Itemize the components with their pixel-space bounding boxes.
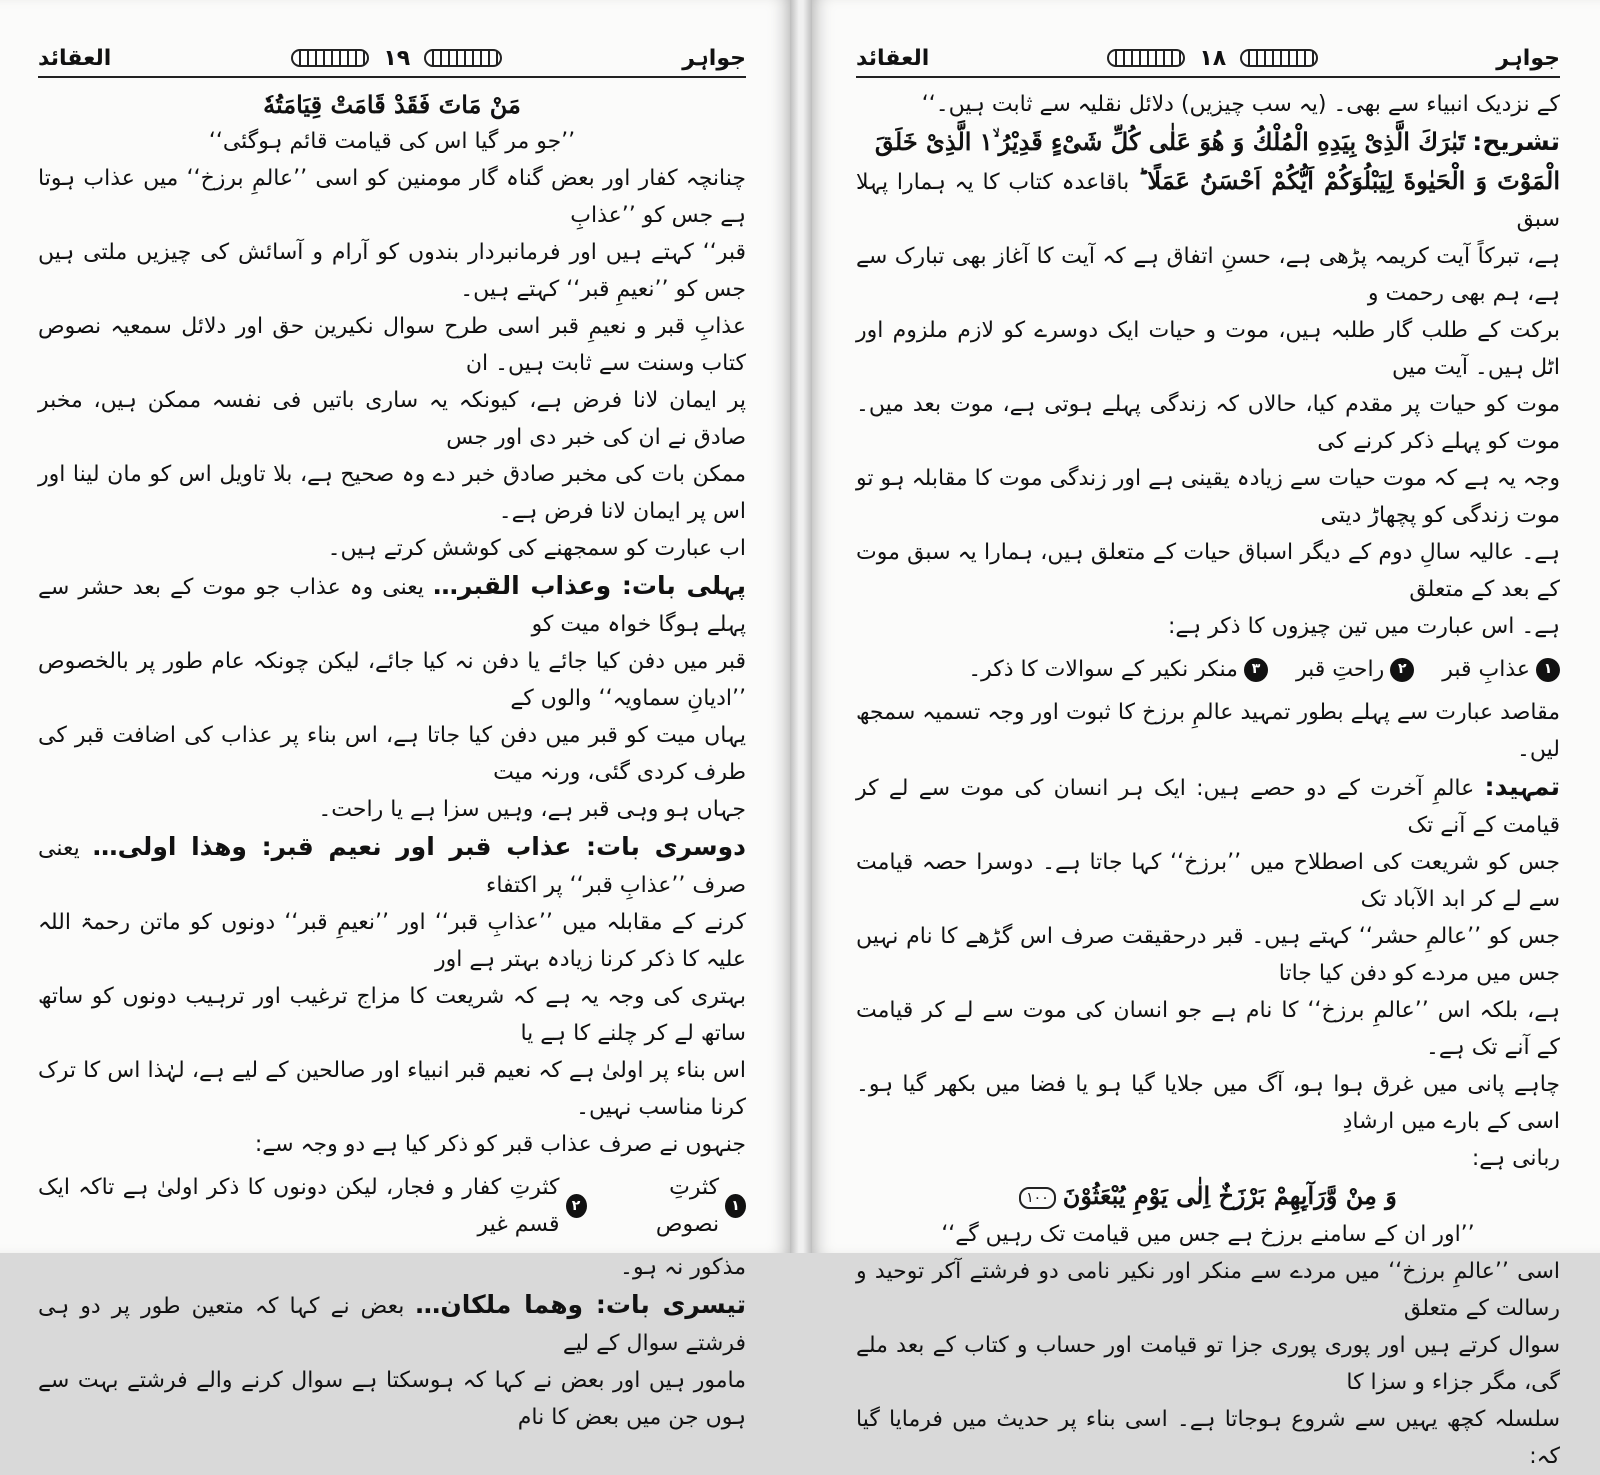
page-number: ١٨ bbox=[1199, 45, 1227, 71]
text-line bbox=[856, 162, 1560, 238]
section-term: پہلی بات: وعذاب القبر… bbox=[432, 571, 747, 600]
text-line: ممکن بات کی مخبر صادق خبر دے وہ صحیح ہے، بلا تاویل اس کو مان لینا اور اس پر ایمان لانا فرض ہے۔ bbox=[38, 462, 746, 524]
number-badge: ١ bbox=[1536, 658, 1560, 682]
quran-verse: وَ مِنْ وَّرَآىِٕهِمْ بَرْزَخٌ اِلٰی یَوْمِ یُبْعَثُوْنَ bbox=[1062, 1181, 1397, 1210]
book-title: جواہر bbox=[682, 45, 746, 71]
ornament-icon bbox=[1240, 49, 1318, 67]
text-line: ہے۔ عالیہ سالِ دوم کے دیگر اسباق حیات کے متعلق ہیں، ہمارا یہ سبق موت کے بعد کے متعلق bbox=[856, 540, 1560, 602]
text-line: اس بناء پر اولیٰ ہے کہ نعیم قبر انبیاء اور صالحین کے لیے ہے، لہٰذا اس کا ترک کرنا مناسب نہیں۔ bbox=[38, 1058, 746, 1120]
quran-verse-line bbox=[856, 1177, 1560, 1216]
centered-line: ’’جو مر گیا اس کی قیامت قائم ہوگئی‘‘ bbox=[208, 129, 576, 154]
section-title: العقائد bbox=[856, 45, 930, 71]
text-line: یہاں میت کو قبر میں دفن کیا جاتا ہے، اس بناء پر عذاب کی اضافت قبر کی طرف کردی گئی، ورنہ میت bbox=[38, 723, 746, 785]
text-line: قبر‘‘ کہتے ہیں اور فرمانبردار بندوں کو آرام و آسائش کی چیزیں ملتی ہیں جس کو ’’نعیمِ قبر‘‘ کہتے ہیں۔ bbox=[38, 240, 746, 302]
text-line: جہاں ہو وہی قبر ہے، وہیں سزا ہے یا راحت۔ bbox=[318, 797, 746, 822]
text-line: ہے، تبرکاً آیت کریمہ پڑھی ہے، حسنِ اتفاق ہے کہ آیت کا آغاز بھی تبارک سے ہے، ہم بھی رحمت و bbox=[856, 244, 1560, 306]
text-line: کرنے کے مقابلہ میں ’’عذابِ قبر‘‘ اور ’’نعیمِ قبر‘‘ دونوں کو ماتن رحمۃ اللہ علیہ کا ذکر کرنا زیادہ بہتر ہے اور bbox=[38, 910, 746, 972]
quote-heading: مَنْ مَاتَ فَقَدْ قَامَتْ قِيَامَتُهٗ bbox=[263, 90, 521, 119]
header-ornament bbox=[1107, 46, 1318, 71]
text-line: اسی ’’عالمِ برزخ‘‘ میں مردے سے منکر اور نکیر نامی دو فرشتے آکر توحید و رسالت کے متعلق bbox=[856, 1259, 1560, 1321]
text-line: چنانچہ کفار اور بعض گناہ گار مومنین کو اسی ’’عالمِ برزخ‘‘ میں عذاب ہوتا ہے جس کو ’’عذابِ bbox=[38, 166, 746, 228]
quran-verse: تَبٰرَكَ الَّذِیْ بِیَدِهِ الْمُلْكُ وَ هُوَ عَلٰی كُلِّ شَیْءٍ قَدِیْرُ ۙ۱ الَّذِیْ خَلَقَ bbox=[874, 127, 1466, 156]
text-line: پر ایمان لانا فرض ہے، کیونکہ یہ ساری باتیں فی نفسہ ممکن ہیں، مخبر صادق نے ان کی خبر دی اور جس bbox=[38, 388, 746, 450]
left-running-head bbox=[38, 40, 746, 78]
text-line: چاہے پانی میں غرق ہوا ہو، آگ میں جلایا گیا ہو یا فضا میں بکھر گیا ہو۔ اسی کے بارے میں ارشادِ bbox=[856, 1072, 1560, 1134]
text-line: عذابِ قبر و نعیمِ قبر اسی طرح سوال نکیرین حق اور دلائل سمعیہ نصوص کتاب وسنت سے ثابت ہیں۔ ان bbox=[38, 314, 746, 376]
enumeration-item bbox=[38, 1169, 587, 1243]
number-badge: ٣ bbox=[1244, 658, 1268, 682]
centered-line: ’’اور ان کے سامنے برزخ ہے جس میں قیامت تک رہیں گے‘‘ bbox=[941, 1222, 1475, 1247]
term-text: یعنی صرف ’’عذابِ قبر‘‘ پر اکتفاء bbox=[38, 836, 746, 898]
book-title: جواہر bbox=[1496, 45, 1560, 71]
ornament-icon bbox=[424, 49, 502, 67]
verse-commentary: باقاعدہ کتاب کا یہ ہمارا پہلا سبق bbox=[856, 170, 1560, 232]
right-body-text bbox=[856, 86, 1560, 1475]
text-line: مامور ہیں اور بعض نے کہا کہ ہوسکتا ہے سوال کرنے والے فرشتے بہت سے ہوں جن میں بعض کا نام bbox=[38, 1368, 746, 1430]
text-line: ہے۔ اس عبارت میں تین چیزوں کا ذکر ہے: bbox=[1167, 614, 1560, 639]
left-page bbox=[0, 0, 790, 1430]
ornament-icon bbox=[1107, 49, 1185, 67]
enumeration-text: کثرتِ نصوص bbox=[655, 1175, 720, 1237]
text-line: سوال کرتے ہیں اور پوری پوری جزا تو قیامت اور حساب و کتاب کے بعد ملے گی، مگر جزاء و سزا کا bbox=[856, 1333, 1560, 1395]
number-badge: ٢ bbox=[566, 1194, 587, 1218]
enumeration-text: عذابِ قبر bbox=[1442, 657, 1530, 682]
section-title: العقائد bbox=[38, 45, 112, 71]
text-line bbox=[38, 567, 746, 643]
header-ornament bbox=[291, 46, 502, 71]
term-text: یعنی وہ عذاب جو موت کے بعد حشر سے پہلے ہوگا خواہ میت کو bbox=[38, 575, 746, 637]
enumeration-item bbox=[615, 1169, 747, 1243]
text-line: مقاصد عبارت سے پہلے بطور تمہید عالمِ برزخ کا ثبوت اور وجہ تسمیہ سمجھ لیں۔ bbox=[856, 700, 1560, 762]
ornament-icon bbox=[291, 49, 369, 67]
text-line: اب عبارت کو سمجھنے کی کوشش کرتے ہیں۔ bbox=[327, 536, 746, 561]
text-line bbox=[856, 768, 1560, 844]
text-line bbox=[38, 1286, 746, 1362]
term-text: عالمِ آخرت کے دو حصے ہیں: ایک ہر انسان کی موت سے لے کر قیامت کے آنے تک bbox=[856, 776, 1560, 838]
term-text: بعض نے کہا کہ متعین طور پر دو ہی فرشتے سوال کے لیے bbox=[38, 1294, 746, 1356]
page-number: ١٩ bbox=[383, 45, 411, 71]
enumeration bbox=[38, 1169, 746, 1243]
section-term: تمہید: bbox=[1484, 772, 1560, 801]
number-badge: ٢ bbox=[1390, 658, 1414, 682]
text-line: سلسلہ کچھ یہیں سے شروع ہوجاتا ہے۔ اسی بناء پر حدیث میں فرمایا گیا کہ: bbox=[856, 1407, 1560, 1469]
left-body-text bbox=[38, 86, 746, 1436]
text-line: ربانی ہے: bbox=[1471, 1146, 1560, 1171]
right-running-head bbox=[856, 40, 1560, 78]
text-line: جس کو شریعت کی اصطلاح میں ’’برزخ‘‘ کہا جاتا ہے۔ دوسرا حصہ قیامت سے لے کر ابد الآباد تک bbox=[856, 850, 1560, 912]
text-line: بہتری کی وجہ یہ ہے کہ شریعت کا مزاج ترغیب اور ترہیب دونوں کو ساتھ ساتھ لے کر چلنے کا ہے یا bbox=[38, 984, 746, 1046]
enumeration-item bbox=[1296, 651, 1414, 688]
enumeration-text: منکر نکیر کے سوالات کا ذکر۔ bbox=[968, 657, 1238, 682]
text-line: جس کو ’’عالمِ حشر‘‘ کہتے ہیں۔ قبر درحقیقت صرف اس گڑھے کا نام نہیں جس میں مردے کو دفن کیا جاتا bbox=[856, 924, 1560, 986]
ayah-number-icon: ١٠٠ bbox=[1019, 1187, 1056, 1209]
text-line: جنہوں نے صرف عذاب قبر کو ذکر کیا ہے دو وجہ سے: bbox=[254, 1132, 746, 1157]
enumeration-text: کثرتِ کفار و فجار، لیکن دونوں کا ذکر اولیٰ ہے تاکہ ایک قسم غیر bbox=[38, 1175, 560, 1237]
number-badge: ١ bbox=[725, 1194, 746, 1218]
text-line: برکت کے طلب گار طلبہ ہیں، موت و حیات ایک دوسرے کو لازم ملزوم اور اٹل ہیں۔ آیت میں bbox=[856, 318, 1560, 380]
enumeration-text: راحتِ قبر bbox=[1295, 657, 1385, 682]
text-line: کے نزدیک انبیاء سے بھی۔ (یہ سب چیزیں) دلائل نقلیہ سے ثابت ہیں۔‘‘ bbox=[921, 92, 1560, 117]
enumeration-item bbox=[1442, 651, 1560, 688]
section-term: دوسری بات: عذاب قبر اور نعیم قبر: وھذا اولی… bbox=[92, 832, 746, 861]
book-gutter bbox=[790, 0, 812, 1253]
enumeration bbox=[856, 651, 1560, 688]
text-line: موت کو حیات پر مقدم کیا، حالاں کہ زندگی پہلے ہوتی ہے، موت بعد میں۔ موت کو پہلے ذکر کرنے کی bbox=[856, 392, 1560, 454]
text-line bbox=[38, 828, 746, 904]
text-line: مذکور نہ ہو۔ bbox=[620, 1255, 746, 1280]
right-page bbox=[812, 0, 1600, 1469]
section-term: تشریح: bbox=[1472, 127, 1560, 156]
text-line: قبر میں دفن کیا جائے یا دفن نہ کیا جائے، لیکن چونکہ عام طور پر بالخصوص ’’ادیانِ سماویہ‘‘ والوں کے bbox=[38, 649, 746, 711]
text-line: وجہ یہ ہے کہ موت حیات سے زیادہ یقینی ہے اور زندگی موت کا مقابلہ ہو تو موت زندگی کو پچھاڑ دیتی bbox=[856, 466, 1560, 528]
section-term: تیسری بات: وھما ملکان… bbox=[415, 1290, 746, 1319]
text-line: ہے، بلکہ اس ’’عالمِ برزخ‘‘ کا نام ہے جو انسان کی موت سے لے کر قیامت کے آنے تک ہے۔ bbox=[856, 998, 1560, 1060]
quran-verse: الْمَوْتَ وَ الْحَیٰوةَ لِیَبْلُوَكُمْ اَیُّكُمْ اَحْسَنُ عَمَلًا ؕ bbox=[1138, 166, 1560, 195]
text-line bbox=[856, 123, 1560, 162]
enumeration-item bbox=[968, 651, 1268, 688]
